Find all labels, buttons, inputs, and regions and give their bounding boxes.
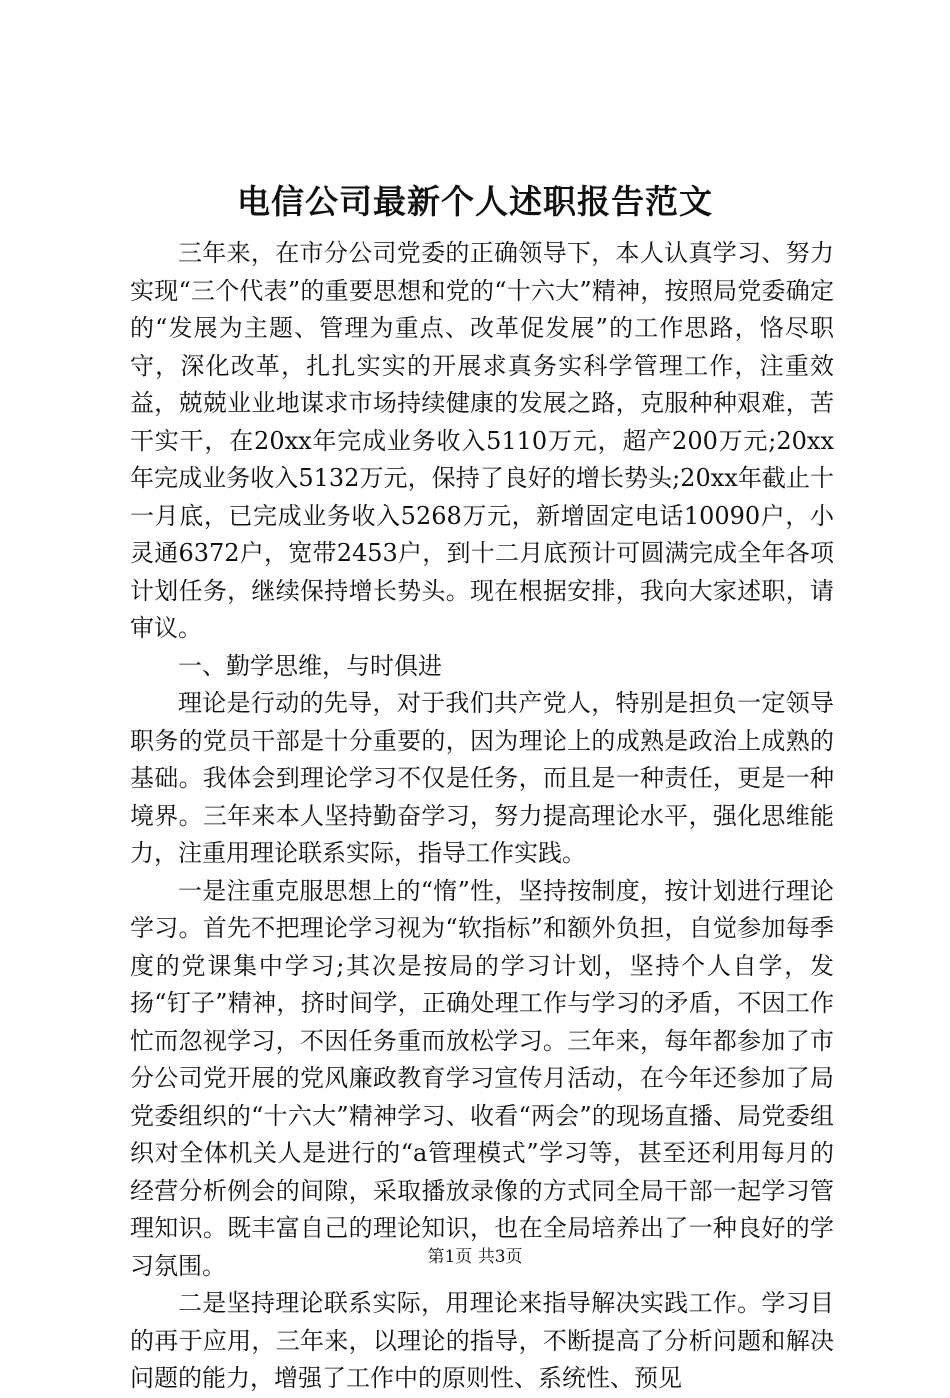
section-heading: 一、勤学思维，与时俱进 [178, 651, 442, 680]
paragraph-point-two: 二是坚持理论联系实际，用理论来指导解决实践工作。学习目的再于应用，三年来，以理论的指导，不断提高了分析问题和解决问题的能力，增强了工作中的原则性、系统性、预见 [130, 1289, 834, 1392]
paragraph-theory: 理论是行动的先导，对于我们共产党人，特别是担负一定领导职务的党员干部是十分重要的，因为理论上的成熟是政治上成熟的基础。我体会到理论学习不仅是任务，而且是一种责任，更是一种境界。三年来本人坚持勤奋学习，努力提高理论水平，强化思维能力，注重用理论联系实际，指导工作实践。 [130, 689, 834, 867]
document-title: 电信公司最新个人述职报告范文 [237, 182, 713, 221]
document-body [130, 235, 834, 1398]
page-footer: 第1页 共3页 [427, 1247, 523, 1267]
paragraph-intro: 三年来，在市分公司党委的正确领导下，本人认真学习、努力实现“三个代表”的重要思想和党的“十六大”精神，按照局党委确定的“发展为主题、管理为重点、改革促发展”的工作思路，恪尽职守，深化改革，扎扎实实的开展求真务实科学管理工作，注重效益，兢兢业业地谋求市场持续健康的发展之路，克服种种艰难，苦干实干，在20xx年完成业务收入5110万元，超产200万元;20xx年完成业务收入5132万元，保持了良好的增长势头;20xx年截止十一月底，已完成业务收入5268万元，新增固定电话10090户，小灵通6372户，宽带2453户，到十二月底预计可圆满完成全年各项计划任务，继续保持增长势头。现在根据安排，我向大家述职，请审议。 [130, 239, 834, 642]
paragraph-point-one: 一是注重克服思想上的“惰”性，坚持按制度，按计划进行理论学习。首先不把理论学习视为“软指标”和额外负担，自觉参加每季度的党课集中学习;其次是按局的学习计划，坚持个人自学，发扬“钉子”精神，挤时间学，正确处理工作与学习的矛盾，不因工作忙而忽视学习，不因任务重而放松学习。三年来，每年都参加了市分公司党开展的党风廉政教育学习宣传月活动，在今年还参加了局党委组织的“十六大”精神学习、收看“两会”的现场直播、局党委组织对全体机关人是进行的“a管理模式”学习等，甚至还利用每月的经营分析例会的间隙，采取播放录像的方式同全局干部一起学习管理知识。既丰富自己的理论知识，也在全局培养出了一种良好的学习氛围。 [130, 876, 834, 1280]
